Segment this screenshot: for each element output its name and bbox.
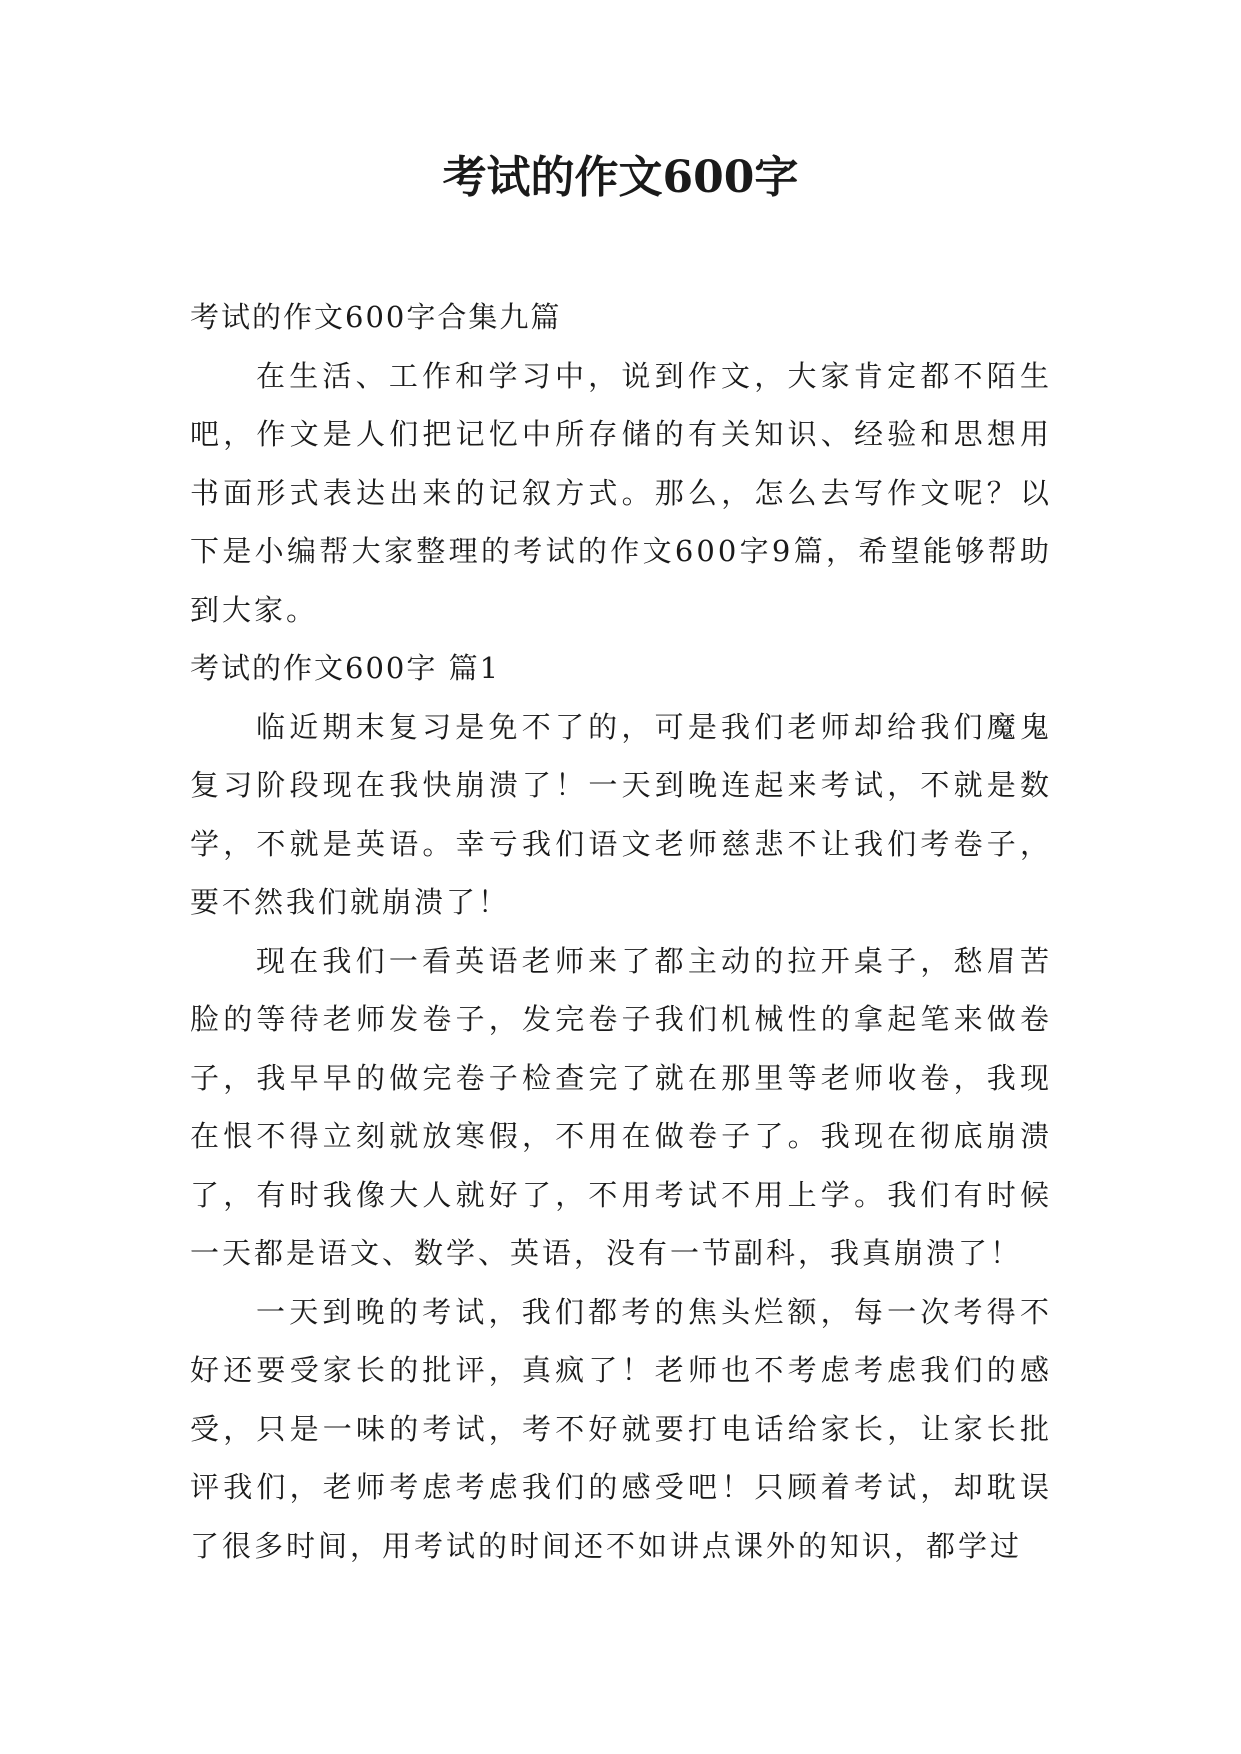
body-paragraph: 现在我们一看英语老师来了都主动的拉开桌子，愁眉苦脸的等待老师发卷子，发完卷子我们机械性的拿起笔来做卷子，我早早的做完卷子检查完了就在那里等老师收卷，我现在恨不得立刻就放寒假，不用在做卷子了。我现在彻底崩溃了，有时我像大人就好了，不用考试不用上学。我们有时候一天都是语文、数学、英语，没有一节副科，我真崩溃了！ (190, 943, 1052, 1270)
document-title: 考试的作文600字 (442, 152, 799, 203)
body-paragraph: 一天到晚的考试，我们都考的焦头烂额，每一次考得不好还要受家长的批评，真疯了！老师也不考虑考虑我们的感受，只是一味的考试，考不好就要打电话给家长，让家长批评我们，老师考虑考虑我们的感受吧！只顾着考试，却耽误了很多时间，用考试的时间还不如讲点课外的知识，都学过 (190, 1294, 1052, 1563)
section-heading: 考试的作文600字 篇1 (190, 651, 501, 685)
document-body (190, 288, 1052, 1575)
body-paragraph: 临近期末复习是免不了的，可是我们老师却给我们魔鬼复习阶段现在我快崩溃了！一天到晚连起来考试，不就是数学，不就是英语。幸亏我们语文老师慈悲不让我们考卷子，要不然我们就崩溃了！ (190, 709, 1052, 919)
intro-paragraph: 在生活、工作和学习中，说到作文，大家肯定都不陌生吧，作文是人们把记忆中所存储的有关知识、经验和思想用书面形式表达出来的记叙方式。那么，怎么去写作文呢？以下是小编帮大家整理的考试的作文600字9篇，希望能够帮助到大家。 (190, 358, 1052, 627)
collection-subtitle: 考试的作文600字合集九篇 (190, 300, 562, 334)
